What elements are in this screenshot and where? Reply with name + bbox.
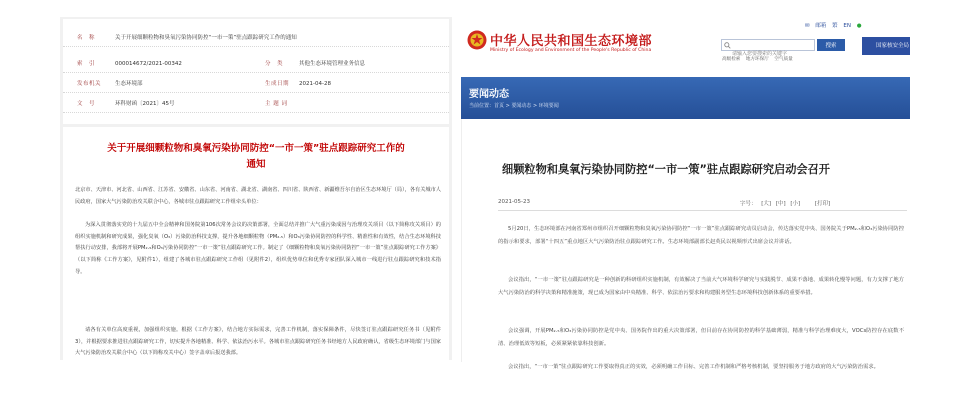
- meta-index-label: 索 引: [77, 61, 96, 67]
- document-metadata-table: [63, 19, 449, 124]
- search-box: [721, 39, 815, 51]
- search-sub-links: [722, 56, 797, 62]
- notice-paragraph: 为深入贯彻落实党的十九届五中全会精神和国务院第106次常务会议的决策部署，全面总结并推广大气重污染成因与治理攻关项目（以下简称攻关项目）的组织实施机制和研究成果，强化臭氧（O₃）污染防治科技支撑，提升各地细颗粒物（PM₂.₅）和O₃污染协同防控的科学性、精准性和有效性，结合生态环境科技帮扶行动安排，我部将开展PM₂.₅和O₃污染协同防控“一市一策”驻点跟踪研究工作。制定了《细颗粒物和臭氧污染协同防控“一市一策”驻点跟踪研究工作方案》（以下简称《工作方案》，见附件1），组建了各城市驻点跟踪研究工作组（见附件2），组织优势单位和优秀专家团队深入城市一线进行驻点跟踪研究和技术指导。: [75, 222, 441, 275]
- notice-paragraph: 请各有关单位高度重视，加强组织实施。根据《工作方案》，结合地方实际需求，完善工作机制，落实保障条件，尽快签订驻点跟踪研究任务书（见附件3），并根据要求推进驻点跟踪研究工作，切实提升各地精准、科学、依法治污水平。各城市驻点跟踪研究任务书经地方人民政府确认，省级生态环境部门与国家大气污染防治攻关联合中心（以下简称攻关中心）签字盖章后报送我部。: [75, 327, 441, 357]
- notice-title: 关于开展细颗粒物和臭氧污染协同防控“一市一策”驻点跟踪研究工作的通知: [107, 143, 405, 170]
- ministry-name-chinese[interactable]: 中华人民共和国生态环境部: [490, 34, 653, 49]
- meta-title-label: 名 称: [77, 35, 96, 41]
- local-bureaus-link[interactable]: 地方环保厅: [745, 57, 769, 62]
- english-link[interactable]: EN: [843, 23, 851, 29]
- advanced-search-link[interactable]: 高级检索: [722, 57, 741, 62]
- section-banner: [461, 77, 910, 119]
- meta-category-label: 分 类: [265, 61, 284, 67]
- air-quality-link[interactable]: 空气质量: [774, 57, 793, 62]
- search-button[interactable]: 搜索: [817, 39, 845, 51]
- meta-index-value: 000014672/2021-00342: [115, 61, 182, 67]
- notice-body-card: [63, 127, 449, 367]
- article-paragraph: 会议指出，“一市一策”驻点跟踪研究工作要取得真正的实效，必须明确工作目标、完善工作机制和严格考核机制，要坚持服务于地方政府的大气污染防治需求。: [508, 364, 879, 370]
- meta-category-value: 其他生态环境管理业务信息: [299, 61, 366, 67]
- search-icon: [724, 42, 731, 49]
- article-title: 细颗粒物和臭氧污染协同防控“一市一策”驻点跟踪研究启动会召开: [502, 163, 830, 176]
- wechat-icon[interactable]: ●: [856, 23, 862, 29]
- meta-issuer-value: 生态环境部: [115, 81, 143, 87]
- meta-row-title: [63, 29, 449, 47]
- meta-docno-label: 文 号: [77, 101, 96, 107]
- meta-title-value: 关于开展细颗粒物和臭氧污染协同防控“一市一策”驻点跟踪研究工作的通知: [115, 35, 297, 41]
- meta-row-issuer: [63, 75, 449, 93]
- meta-created-label: 生成日期: [265, 81, 290, 87]
- article-paragraph: 会议指出，“一市一策”驻点跟踪研究是一种创新的科研组织实施机制，有效解决了当前大气环境科学研究与实践脱节、成果不落地、成果转化慢等问题，有力支撑了地方大气污染防治的科学决策和精准施策，现已成为国家由中央精准、科学、依法治污要求和构建服务型生态环境科技创新体系的重要举措。: [498, 277, 904, 296]
- font-size-small-link[interactable]: [小]: [790, 201, 801, 207]
- article-divider: [498, 210, 907, 211]
- article-date: 2021-05-23: [498, 199, 530, 205]
- ministry-name-english: Ministry of Ecology and Environment of the People's Republic of China: [490, 48, 652, 53]
- font-size-medium-link[interactable]: [中]: [775, 201, 786, 207]
- font-size-large-link[interactable]: [大]: [761, 201, 772, 207]
- print-link[interactable]: [打印]: [814, 201, 831, 207]
- article-paragraph: 5月20日，生态环境部在河南省郑州市组织召开细颗粒物和臭氧污染协同防控“一市一策”驻点跟踪研究动员启动会，传达落实党中央、国务院关于PM₂.₅和O₃污染协同防控的指示和要求，部署“十四五”重点地区大气污染防治驻点跟踪研究工作。生态环境部副部长赵英民以视频形式出席会议并讲话。: [498, 226, 904, 245]
- news-article: [461, 119, 910, 370]
- meta-issuer-label: 发布机关: [77, 81, 102, 87]
- font-size-controls: [740, 199, 833, 207]
- breadcrumb[interactable]: 当前位置：首页 > 要闻动态 > 环境要闻: [469, 103, 559, 109]
- font-size-label: 字号：: [740, 201, 757, 207]
- ministry-news-panel: [459, 15, 910, 370]
- section-title: 要闻动态: [469, 89, 509, 100]
- traditional-chinese-link[interactable]: 繁: [832, 23, 838, 29]
- nuclear-safety-badge[interactable]: 国家核安全局: [862, 37, 910, 55]
- meta-keywords-label: 主 题 词: [265, 101, 288, 107]
- meta-row-docno: [63, 95, 449, 113]
- article-paragraph: 会议强调，开展PM₂.₅和O₃污染协同防控是党中央、国务院作出的重大决策部署，但目前存在协同防控的科学基础薄弱，精准与科学治理难度大，VOCs防控存在底数不清、治理低效等短板，必须紧紧依靠科技创新。: [498, 328, 904, 347]
- meta-row-index: [63, 55, 449, 73]
- mail-icon[interactable]: ✉: [805, 23, 810, 29]
- notice-document-panel: [60, 17, 452, 360]
- top-utility-links: [805, 21, 866, 29]
- meta-docno-value: 环科财函〔2021〕45号: [115, 101, 175, 107]
- meta-created-value: 2021-04-28: [299, 81, 331, 87]
- national-emblem-icon: [467, 30, 487, 50]
- notice-paragraph: 北京市、天津市、河北省、山西省、江苏省、安徽省、山东省、河南省、湖北省、湖南省、四川省、陕西省、新疆维吾尔自治区生态环境厅（局），各有关城市人民政府，国家大气污染防治攻关联合中心，各城市驻点跟踪研究工作组牵头单位：: [75, 187, 441, 205]
- mail-link[interactable]: 邮箱: [815, 23, 827, 29]
